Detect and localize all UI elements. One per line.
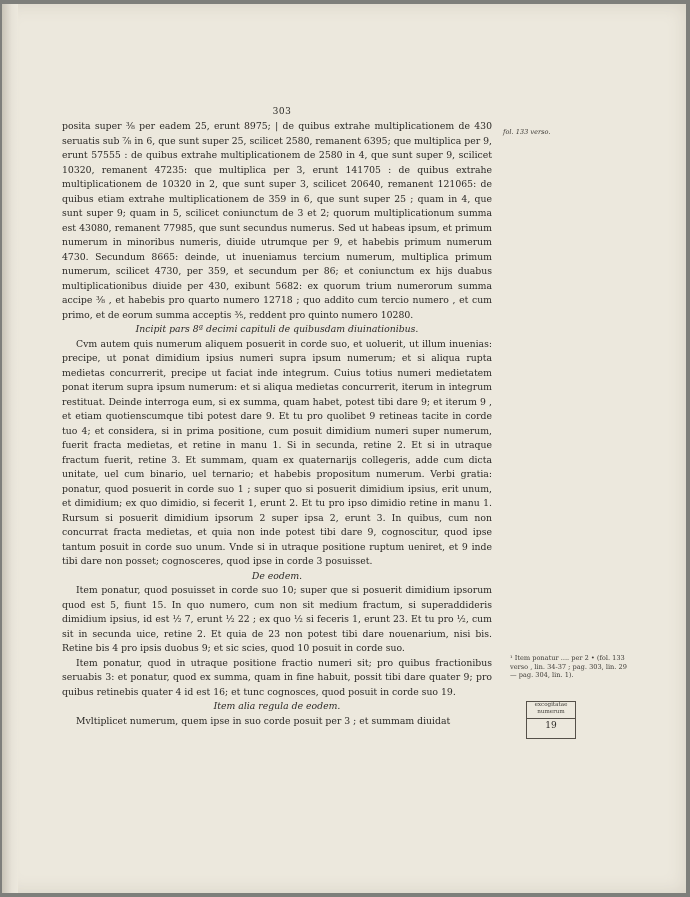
paragraph-5: Mvltiplicet numerum, quem ipse in suo corde posuit per 3 ; et summam diuidat (76, 715, 451, 727)
main-text-block (62, 120, 492, 729)
margin-note-footnote: ¹ Item ponatur .... per 2 • (fol. 133 verso , lin. 34-37 ; pag. 303, lin. 29 — pag. 304, lin. 1). (510, 654, 627, 679)
paragraph-3: Item ponatur, quod posuisset in corde suo 10; super que si posuerit dimidium ipsorum quod est 5, fiunt 15. In quo numero, cum non sit medium fractum, si superaddideris dimidium ipsius, id est ½ 7, erunt ½ 22 ; ex quo ½ si feceris 1, erunt 23. Et tu pro ½, cum sit in secunda uice, retine 2. Et quia de 23 non potest tibi dare nouenarium, nisi bis. Retine bis 4 pro ipsis duobus 9; et sic scies, quod 10 posuit in corde suo. (62, 585, 492, 654)
section-heading-de-eodem: De eodem. (251, 570, 303, 582)
section-heading-alia-regula: Item alia regula de eodem. (213, 701, 341, 712)
signature-stamp (526, 701, 576, 739)
paragraph-4: Item ponatur, quod in utraque positione fractio numeri sit; pro quibus fractionibus seruabis 3: et ponatur, quod ex summa, quam in fine habuit, possit tibi dare quater 9; pro quibus retinebis quater 4 id est 16; et tunc cognosces, quod posuit in corde suo 19. (62, 657, 492, 698)
stamp-number: 19 (527, 718, 575, 733)
paragraph-2: Cvm autem quis numerum aliquem posuerit in corde suo, et uoluerit, ut illum inuenias: precipe, ut ponat dimidium ipsius numeri supra ipsum numerum; et si aliqua rupta medietas concurrerit, precipe ut faciat inde integrum. Cuius totius numeri medietatem ponat iterum supra ipsum numerum: et si aliqua medietas concurrerit, iterum in integrum restituat. Deinde interroga eum, si ex summa, quam habet, potest tibi dare 9; et iterum 9 , et etiam quotienscumque tibi potest dare 9. Et tu pro quolibet 9 retineas tacite in corde tuo 4; et considera, si in prima positione, cum posuit dimidium numeri super numerum, fuerit fracta medietas, et retine in manu 1. Si in secunda, retine 2. Et si in utraque fractum fuerit, retine 3. Et summam, quam ex quaternarijs collegeris, adde cum dicta unitate, uel cum binario, uel ternario; et habebis propositum numerum. Verbi gratia: ponatur, quod posuerit in corde suo 1 ; super quo si posuerit dimidium ipsius, erit unum, et dimidium; ex quo dimidio, si fecerit 1, erunt 2. Et tu pro ipso dimidio retine in manu 1. Rursum si posuerit dimidium ipsorum 2 super ipsa 2, erunt 3. In quibus, cum non concurrat fracta medietas, et quia non inde potest tibi dare 9, cognoscitur, quod ipse tantum posuit in corde suo unum. Vnde si in utraque positione ruptum ueniret, et 9 inde tibi dare non posset; cognosceres, quod ipse in corde 3 posuisset. (62, 338, 492, 567)
page-gutter-shadow (2, 4, 18, 893)
stamp-label: excogitatae numerum (534, 702, 568, 715)
book-page (2, 4, 686, 893)
paragraph-1: posita super ⅜ per eadem 25, erunt 8975; | de quibus extrahe multiplicationem de 430 seruatis sub ⅞ in 6, que sunt super 25, scilicet 2580, remanent 6395; que multiplica per 9, erunt 57555 : de quibus extrahe multiplicationem de 2580 in 4, que sunt super 9, scilicet 10320, remanent 47235: que multiplica per 3, erunt 141705 : de quibus extrahe multiplicationem de 10320 in 2, que sunt super 3, scilicet 20640, remanent 121065: de quibus etiam extrahe multiplicationem de 359 in 6, que sunt super 25 ; quam in 4, que sunt super 9; quam in 5, scilicet coniunctum de 3 et 2; quorum multiplicationum summa est 43080, remanent 77985, que sunt secundus numerus. Sed ut habeas ipsum, et primum numerum in minoribus numeris, diuide utrumque per 9, et habebis primum numerum 4730. Secundum 8665: deinde, ut inueniamus tercium numerum, multiplica primum numerum, scilicet 4730, per 359, et secundum per 86; et coniunctum ex hijs duabus multiplicationibus diuide per 430, exibunt 5682: ex quorum trium numerorum summa accipe ⅜ , et habebis pro quarto numero 12718 ; quo addito cum tercio numero , et cum primo, et de eorum summa acceptis ⅗, reddent pro quinto numero 10280. (62, 121, 492, 321)
page-number: 303 (272, 107, 292, 117)
margin-note-folio: fol. 133 verso. (503, 128, 551, 136)
section-heading-incipit: Incipit pars 8ª decimi capituli de quibusdam diuinationibus. (135, 324, 419, 335)
